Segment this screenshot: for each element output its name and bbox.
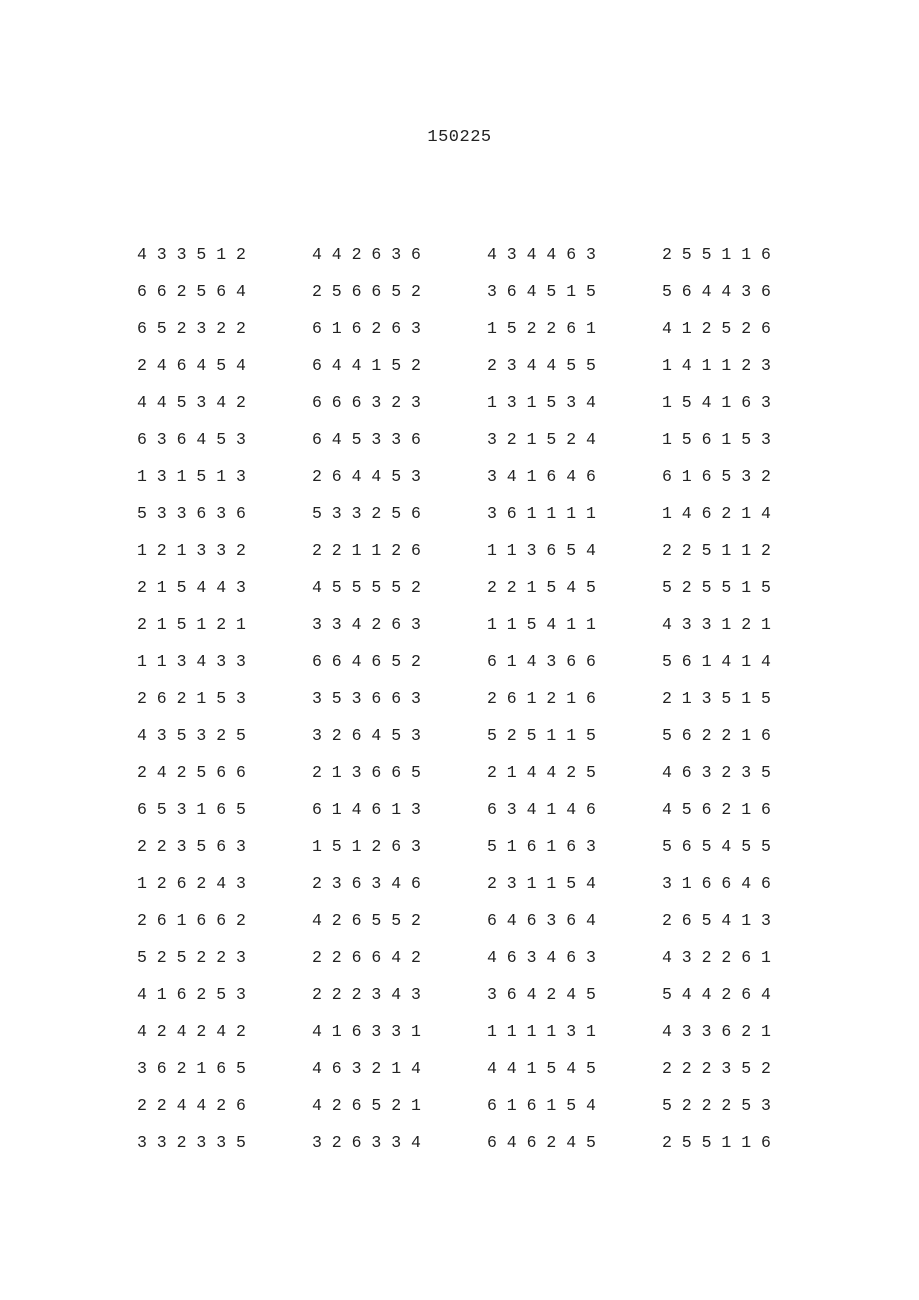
digit-group: 6 3 4 1 4 6 [487, 800, 596, 819]
digit-group: 5 6 2 2 1 6 [662, 726, 771, 745]
digit-group: 2 3 6 3 4 6 [312, 874, 421, 893]
digit-group: 4 3 3 6 2 1 [662, 1022, 771, 1041]
digit-group: 5 3 3 2 5 6 [312, 504, 421, 523]
digit-group: 2 4 6 4 5 4 [137, 356, 246, 375]
digit-group: 3 4 1 6 4 6 [487, 467, 596, 486]
digit-group: 4 1 2 5 2 6 [662, 319, 771, 338]
digit-group: 2 1 5 1 2 1 [137, 615, 246, 634]
table-row [137, 754, 837, 791]
digit-group: 3 1 6 6 4 6 [662, 874, 771, 893]
digit-group: 2 2 6 6 4 2 [312, 948, 421, 967]
digit-group: 2 6 5 4 1 3 [662, 911, 771, 930]
digit-group: 4 4 5 3 4 2 [137, 393, 246, 412]
digit-group: 3 3 4 2 6 3 [312, 615, 421, 634]
table-row [137, 1087, 837, 1124]
digit-group: 1 5 6 1 5 3 [662, 430, 771, 449]
digit-group: 4 6 3 4 6 3 [487, 948, 596, 967]
table-row [137, 865, 837, 902]
table-row [137, 236, 837, 273]
digit-group: 2 6 1 2 1 6 [487, 689, 596, 708]
table-row [137, 643, 837, 680]
digit-group: 5 2 2 2 5 3 [662, 1096, 771, 1115]
table-row [137, 532, 837, 569]
digit-group: 2 2 2 3 4 3 [312, 985, 421, 1004]
digit-group: 4 4 1 5 4 5 [487, 1059, 596, 1078]
digit-group: 6 1 4 3 6 6 [487, 652, 596, 671]
digit-group: 1 1 3 6 5 4 [487, 541, 596, 560]
digit-group: 1 5 4 1 6 3 [662, 393, 771, 412]
table-row [137, 1124, 837, 1161]
digit-group: 4 3 3 1 2 1 [662, 615, 771, 634]
digit-group: 2 2 2 3 5 2 [662, 1059, 771, 1078]
digit-group: 1 1 5 4 1 1 [487, 615, 596, 634]
digit-group: 4 6 3 2 3 5 [662, 763, 771, 782]
table-row [137, 421, 837, 458]
digit-group: 1 3 1 5 1 3 [137, 467, 246, 486]
digit-group: 4 3 5 3 2 5 [137, 726, 246, 745]
table-row [137, 384, 837, 421]
digit-group: 3 6 4 5 1 5 [487, 282, 596, 301]
digit-group: 2 1 3 5 1 5 [662, 689, 771, 708]
digit-group: 2 1 4 4 2 5 [487, 763, 596, 782]
digit-group: 3 2 6 3 3 4 [312, 1133, 421, 1152]
digit-group: 5 1 6 1 6 3 [487, 837, 596, 856]
table-row [137, 495, 837, 532]
table-row [137, 310, 837, 347]
digit-group: 6 4 6 3 6 4 [487, 911, 596, 930]
digit-group: 4 2 6 5 2 1 [312, 1096, 421, 1115]
digit-group: 2 5 5 1 1 6 [662, 1133, 771, 1152]
digit-group: 2 5 5 1 1 6 [662, 245, 771, 264]
table-row [137, 1013, 837, 1050]
table-row [137, 717, 837, 754]
digit-group: 4 6 3 2 1 4 [312, 1059, 421, 1078]
digit-group: 6 1 4 6 1 3 [312, 800, 421, 819]
digit-group: 6 5 2 3 2 2 [137, 319, 246, 338]
digit-group: 3 2 1 5 2 4 [487, 430, 596, 449]
number-table [137, 236, 837, 1161]
digit-group: 4 1 6 3 3 1 [312, 1022, 421, 1041]
table-row [137, 902, 837, 939]
digit-group: 6 1 6 2 6 3 [312, 319, 421, 338]
digit-group: 4 5 6 2 1 6 [662, 800, 771, 819]
digit-group: 5 6 1 4 1 4 [662, 652, 771, 671]
digit-group: 1 2 6 2 4 3 [137, 874, 246, 893]
digit-group: 4 3 3 5 1 2 [137, 245, 246, 264]
digit-group: 2 6 1 6 6 2 [137, 911, 246, 930]
table-row [137, 791, 837, 828]
digit-group: 3 5 3 6 6 3 [312, 689, 421, 708]
digit-group: 5 6 5 4 5 5 [662, 837, 771, 856]
digit-group: 2 1 5 4 4 3 [137, 578, 246, 597]
digit-group: 6 6 2 5 6 4 [137, 282, 246, 301]
digit-group: 6 3 6 4 5 3 [137, 430, 246, 449]
table-row [137, 828, 837, 865]
table-row [137, 347, 837, 384]
table-row [137, 606, 837, 643]
digit-group: 2 4 2 5 6 6 [137, 763, 246, 782]
digit-group: 5 2 5 5 1 5 [662, 578, 771, 597]
digit-group: 3 2 6 4 5 3 [312, 726, 421, 745]
digit-group: 6 4 5 3 3 6 [312, 430, 421, 449]
page-title: 150225 [427, 128, 492, 147]
digit-group: 6 6 4 6 5 2 [312, 652, 421, 671]
digit-group: 3 6 1 1 1 1 [487, 504, 596, 523]
digit-group: 4 4 2 6 3 6 [312, 245, 421, 264]
digit-group: 5 4 4 2 6 4 [662, 985, 771, 1004]
table-row [137, 569, 837, 606]
digit-group: 4 3 2 2 6 1 [662, 948, 771, 967]
table-row [137, 976, 837, 1013]
digit-group: 6 4 4 1 5 2 [312, 356, 421, 375]
digit-group: 2 6 4 4 5 3 [312, 467, 421, 486]
digit-group: 1 5 1 2 6 3 [312, 837, 421, 856]
digit-group: 2 2 5 1 1 2 [662, 541, 771, 560]
digit-group: 2 3 4 4 5 5 [487, 356, 596, 375]
digit-group: 4 5 5 5 5 2 [312, 578, 421, 597]
digit-group: 5 3 3 6 3 6 [137, 504, 246, 523]
digit-group: 2 2 1 5 4 5 [487, 578, 596, 597]
digit-group: 4 3 4 4 6 3 [487, 245, 596, 264]
digit-group: 3 6 4 2 4 5 [487, 985, 596, 1004]
digit-group: 5 2 5 1 1 5 [487, 726, 596, 745]
digit-group: 1 2 1 3 3 2 [137, 541, 246, 560]
table-row [137, 939, 837, 976]
table-row [137, 680, 837, 717]
digit-group: 1 1 3 4 3 3 [137, 652, 246, 671]
digit-group: 6 1 6 5 3 2 [662, 467, 771, 486]
table-row [137, 273, 837, 310]
digit-group: 1 5 2 2 6 1 [487, 319, 596, 338]
digit-group: 2 3 1 1 5 4 [487, 874, 596, 893]
digit-group: 1 3 1 5 3 4 [487, 393, 596, 412]
digit-group: 4 2 6 5 5 2 [312, 911, 421, 930]
digit-group: 5 2 5 2 2 3 [137, 948, 246, 967]
digit-group: 1 1 1 1 3 1 [487, 1022, 596, 1041]
digit-group: 1 4 1 1 2 3 [662, 356, 771, 375]
digit-group: 4 2 4 2 4 2 [137, 1022, 246, 1041]
digit-group: 1 4 6 2 1 4 [662, 504, 771, 523]
digit-group: 3 3 2 3 3 5 [137, 1133, 246, 1152]
digit-group: 6 1 6 1 5 4 [487, 1096, 596, 1115]
digit-group: 2 6 2 1 5 3 [137, 689, 246, 708]
table-row [137, 458, 837, 495]
digit-group: 2 2 4 4 2 6 [137, 1096, 246, 1115]
digit-group: 3 6 2 1 6 5 [137, 1059, 246, 1078]
digit-group: 6 4 6 2 4 5 [487, 1133, 596, 1152]
digit-group: 6 5 3 1 6 5 [137, 800, 246, 819]
digit-group: 2 5 6 6 5 2 [312, 282, 421, 301]
digit-group: 5 6 4 4 3 6 [662, 282, 771, 301]
digit-group: 6 6 6 3 2 3 [312, 393, 421, 412]
digit-group: 4 1 6 2 5 3 [137, 985, 246, 1004]
digit-group: 2 2 1 1 2 6 [312, 541, 421, 560]
digit-group: 2 2 3 5 6 3 [137, 837, 246, 856]
digit-group: 2 1 3 6 6 5 [312, 763, 421, 782]
table-row [137, 1050, 837, 1087]
